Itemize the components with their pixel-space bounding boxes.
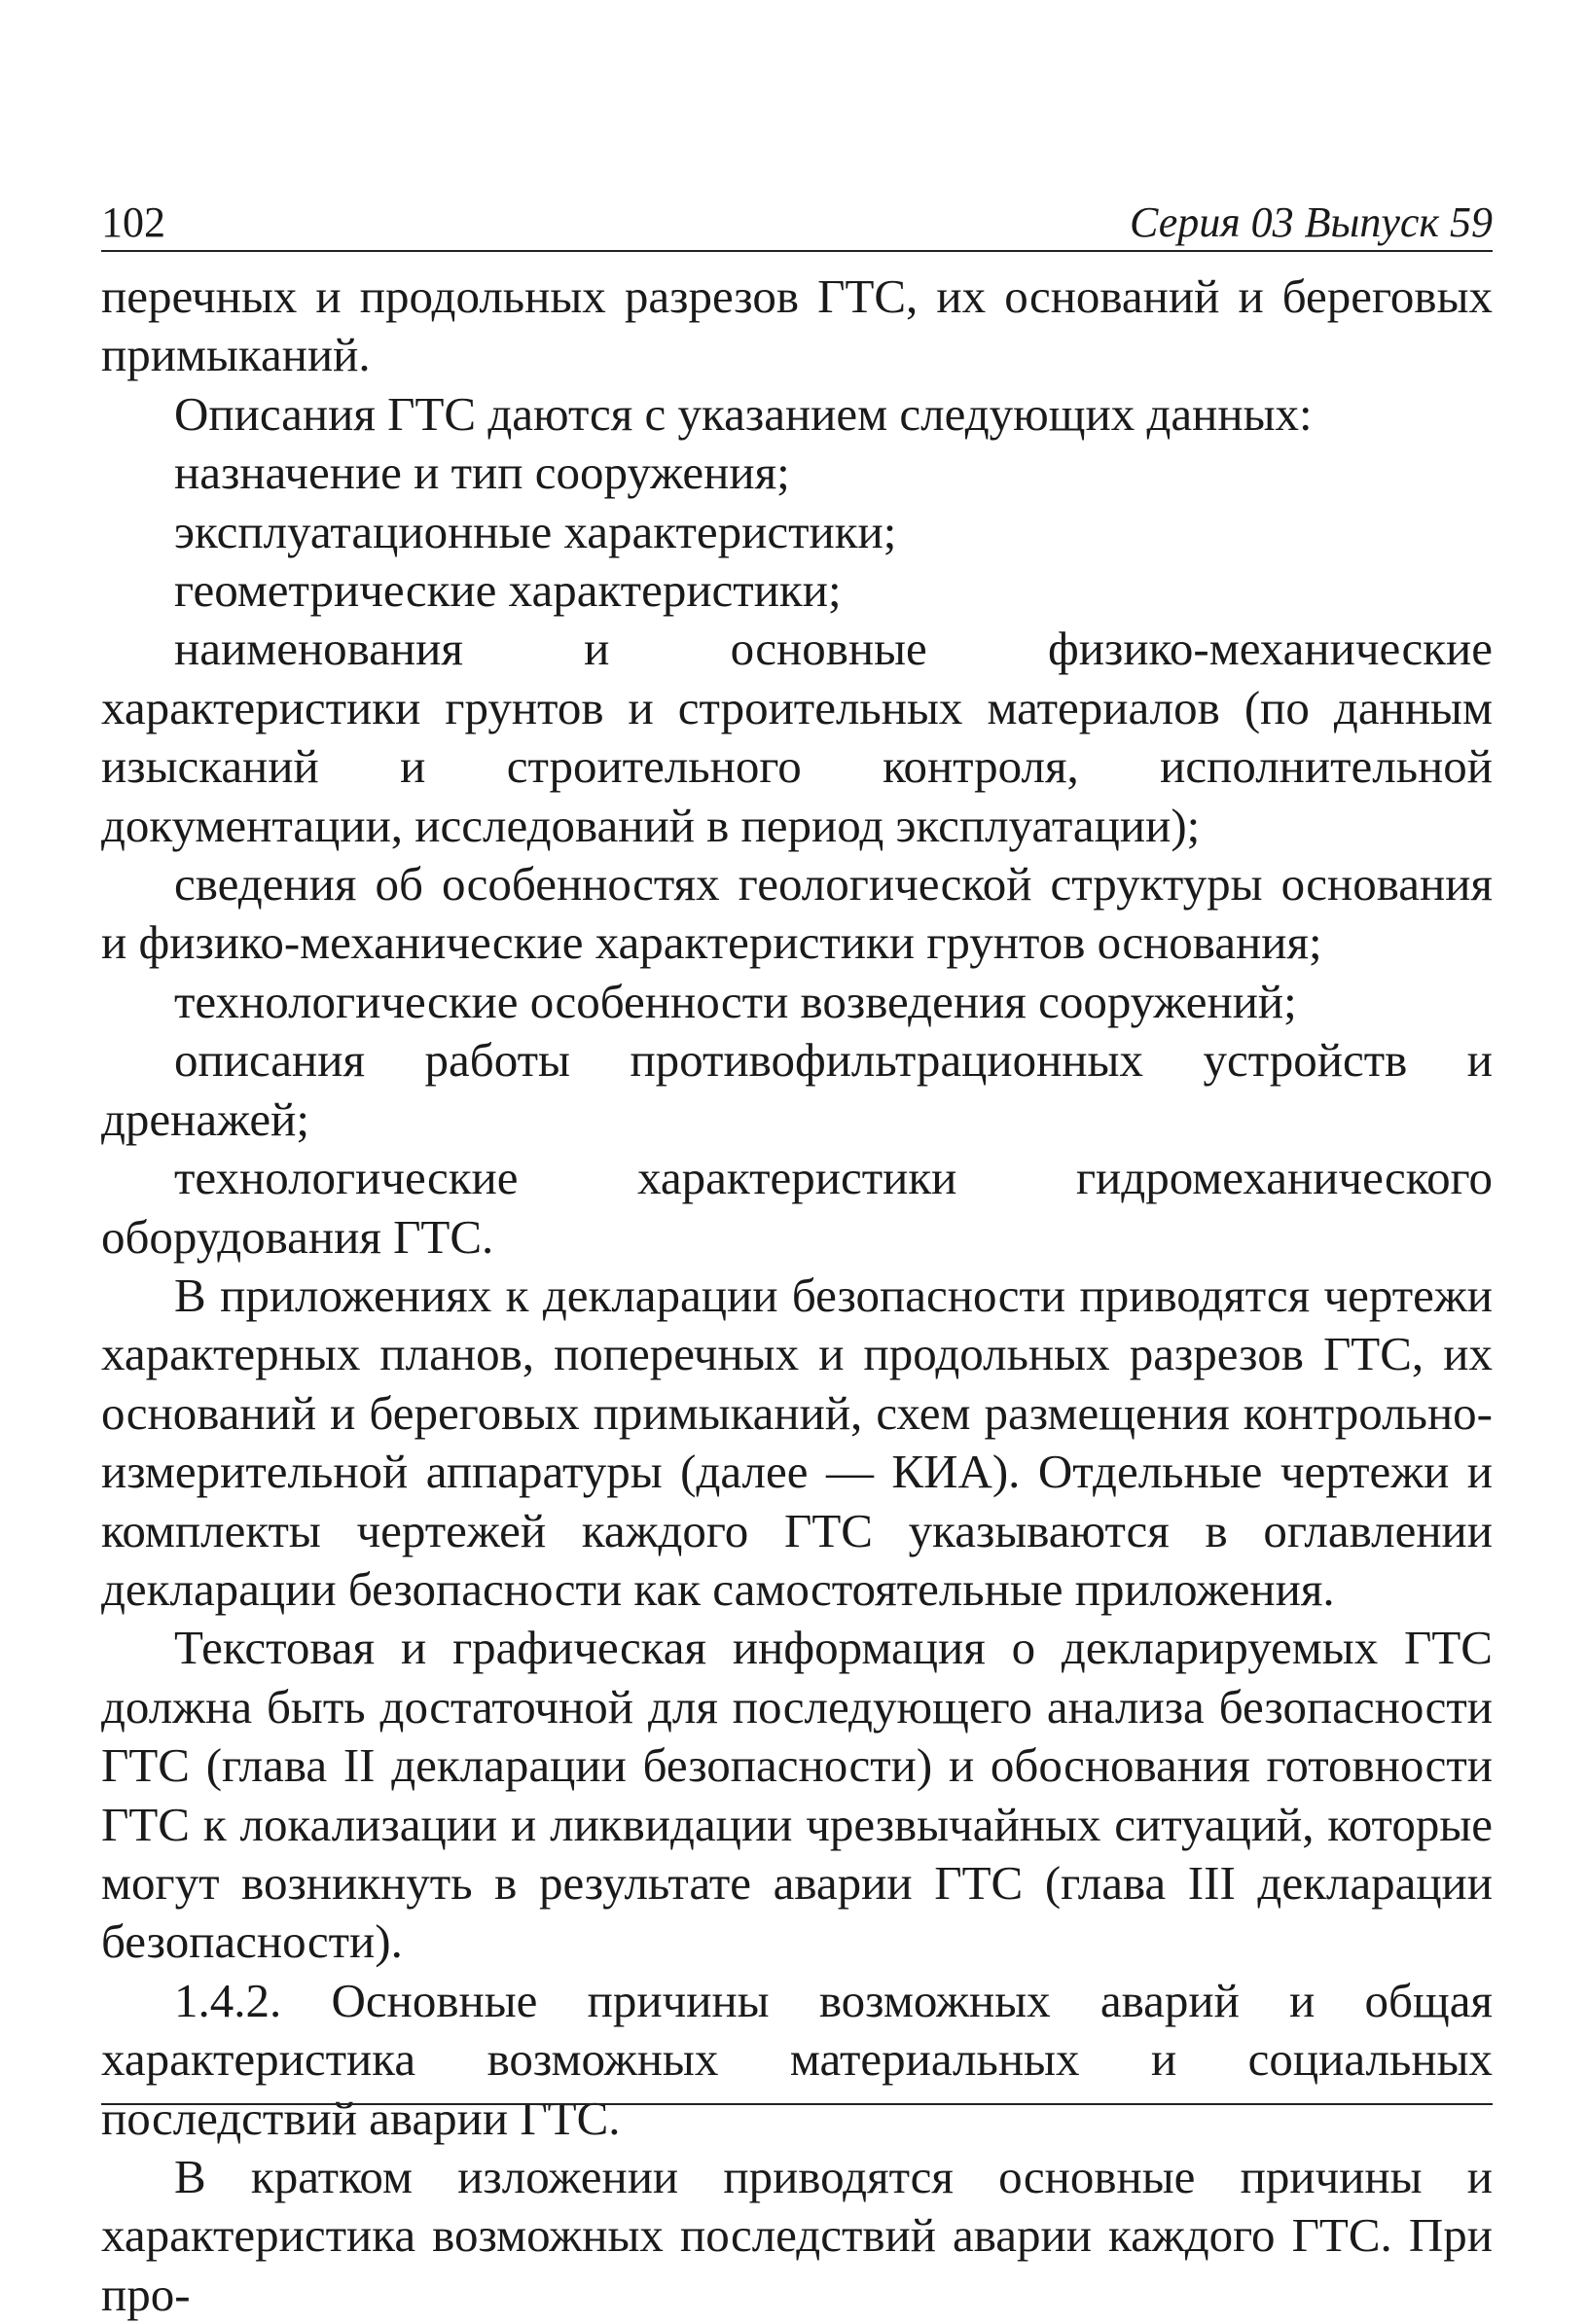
paragraph: В приложениях к декларации безопасности приводятся чертежи характерных планов, поперечных и продольных разрезов ГТС, их оснований и береговых примыканий, схем размещения контрольно-измерительной аппаратуры (далее — КИА). Отдельные чертежи и комплекты чертежей каждого ГТС указываются в оглавлении декларации безопасности как самостоятельные приложения. bbox=[101, 1268, 1493, 1616]
list-item: назначение и тип сооружения; bbox=[174, 446, 790, 500]
paragraph: В кратком изложении приводятся основные причины и характеристика возможных последствий аварии каждого ГТС. При про- bbox=[101, 2150, 1493, 2321]
list-item: технологические особенности возведения сооружений; bbox=[174, 974, 1297, 1028]
paragraph: Текстовая и графическая информация о декларируемых ГТС должна быть достаточной для последующего анализа безопасности ГТС (глава II декларации безопасности) и обоснования готовности ГТС к локализации и ликвидации чрезвычайных ситуаций, которые могут возникнуть в результате аварии ГТС (глава III декларации безопасности). bbox=[101, 1621, 1493, 1969]
list-item: технологические характеристики гидромеханического оборудования ГТС. bbox=[101, 1151, 1493, 1264]
list-item: описания работы противофильтрационных устройств и дренажей; bbox=[101, 1033, 1493, 1146]
paragraph: Описания ГТС даются с указанием следующих данных: bbox=[174, 386, 1313, 441]
page-number: 102 bbox=[101, 198, 165, 246]
list-item: геометрические характеристики; bbox=[174, 563, 842, 618]
list-item: наименования и основные физико-механические характеристики грунтов и строительных материалов (по данным изысканий и строительного контроля, исполнительной документации, исследований в период эксплуатации); bbox=[101, 622, 1493, 852]
list-item: сведения об особенностях геологической структуры основания и физико-механические характеристики грунтов основания; bbox=[101, 857, 1493, 970]
footer-rule bbox=[101, 2103, 1493, 2105]
series-title: Серия 03 Выпуск 59 bbox=[1130, 198, 1493, 246]
list-item: эксплуатационные характеристики; bbox=[174, 504, 897, 558]
document-page bbox=[101, 198, 1493, 2321]
section-heading: 1.4.2. Основные причины возможных аварий и общая характеристика возможных материальных и социальных последствий аварии ГТС. bbox=[101, 1973, 1493, 2145]
paragraph: перечных и продольных разрезов ГТС, их оснований и береговых примыканий. bbox=[101, 269, 1493, 382]
body-text bbox=[101, 268, 1493, 2324]
header-rule bbox=[101, 250, 1493, 252]
page-header bbox=[101, 199, 1493, 258]
